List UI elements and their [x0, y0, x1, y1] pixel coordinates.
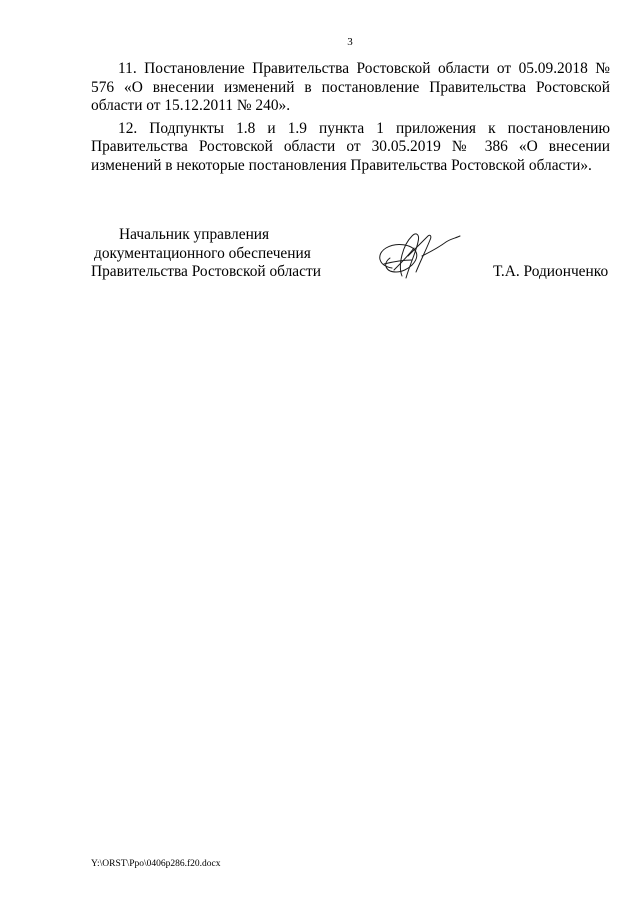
signatory-title-line: Начальник управления [119, 226, 270, 243]
document-body [91, 60, 610, 180]
paragraph-item-12: 12. Подпункты 1.8 и 1.9 пункта 1 приложения к постановлению Правительства Ростовской области от 30.05.2019 № 386 «О внесении изменений в некоторые постановления Правительства Ростовской области». [91, 119, 610, 174]
footer-file-path: Y:\ORST\Ppo\0406p286.f20.docx [91, 859, 221, 869]
signatory-name: Т.А. Родионченко [493, 263, 609, 280]
handwritten-signature-icon [372, 226, 462, 286]
paragraph-item-11: 11. Постановление Правительства Ростовской области от 05.09.2018 № 576 «О внесении изменений в постановление Правительства Ростовской области от 15.12.2011 № 240». [91, 60, 610, 115]
signatory-title-block [91, 226, 321, 282]
signatory-title-line: Правительства Ростовской области [91, 263, 321, 281]
page-number: 3 [347, 36, 353, 48]
signatory-title-line: документационного обеспечения [94, 244, 311, 262]
